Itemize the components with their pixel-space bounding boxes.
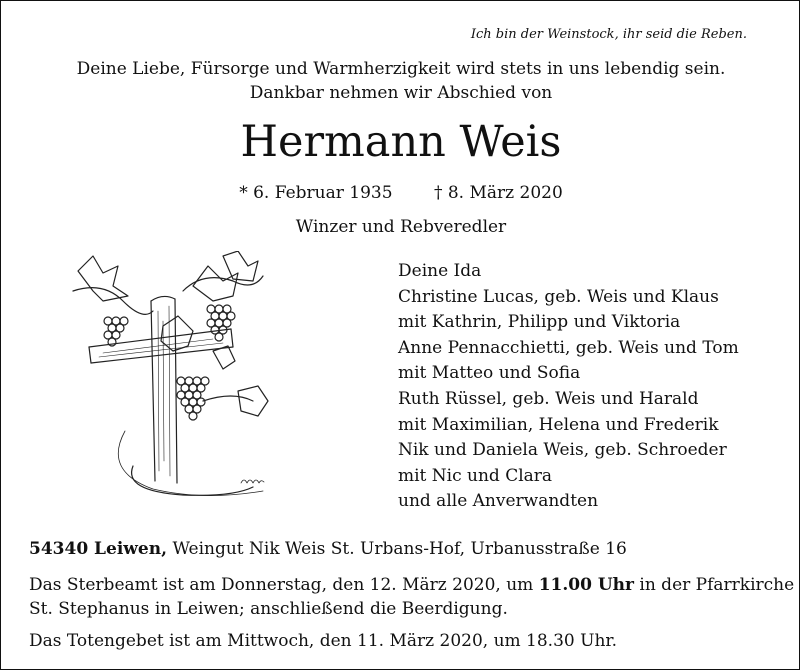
address bbox=[29, 539, 627, 559]
funeral-text-1: Das Sterbeamt ist am Donnerstag, den 12. März 2020, um bbox=[29, 575, 534, 595]
mourner-line: mit Matteo und Sofia bbox=[398, 363, 581, 384]
funeral-time: 11.00 Uhr bbox=[538, 575, 634, 595]
motto: Ich bin der Weinstock, ihr seid die Reben. bbox=[470, 27, 747, 42]
death-date: † 8. März 2020 bbox=[433, 183, 563, 203]
prayer-info: Das Totengebet ist am Mittwoch, den 11. März 2020, um 18.30 Uhr. bbox=[29, 631, 618, 651]
mourners-list bbox=[398, 259, 739, 515]
intro-line-2: Dankbar nehmen wir Abschied von bbox=[249, 83, 553, 103]
mourner-line: Deine Ida bbox=[398, 261, 482, 281]
mourner-line: mit Nic und Clara bbox=[398, 465, 553, 486]
mourner-line: und alle Anverwandten bbox=[398, 491, 599, 512]
mourner-line: Anne Pennacchietti, geb. Weis und Tom bbox=[398, 337, 739, 358]
deceased-name: Hermann Weis bbox=[240, 117, 562, 167]
birth-date: * 6. Februar 1935 bbox=[239, 183, 393, 203]
funeral-line-2: St. Stephanus in Leiwen; anschließend die Beerdigung. bbox=[29, 599, 508, 619]
mourner-line: Ruth Rüssel, geb. Weis und Harald bbox=[398, 388, 699, 409]
address-detail: Weingut Nik Weis St. Urbans-Hof, Urbanusstraße 16 bbox=[172, 539, 627, 559]
intro-line-1: Deine Liebe, Fürsorge und Warmherzigkeit wird stets in uns lebendig sein. bbox=[76, 59, 726, 79]
grapevine-cross-icon bbox=[63, 251, 275, 501]
mourner-line: mit Maximilian, Helena und Frederik bbox=[398, 414, 719, 435]
life-dates bbox=[1, 183, 800, 203]
funeral-info bbox=[29, 573, 795, 621]
mourner-line: Nik und Daniela Weis, geb. Schroeder bbox=[398, 440, 727, 461]
mourner-line: Christine Lucas, geb. Weis und Klaus bbox=[398, 286, 719, 307]
address-city: 54340 Leiwen, bbox=[29, 539, 168, 559]
occupation: Winzer und Rebveredler bbox=[295, 217, 507, 237]
funeral-text-2: in der Pfarrkirche bbox=[639, 575, 795, 595]
mourner-line: mit Kathrin, Philipp und Viktoria bbox=[398, 312, 681, 333]
